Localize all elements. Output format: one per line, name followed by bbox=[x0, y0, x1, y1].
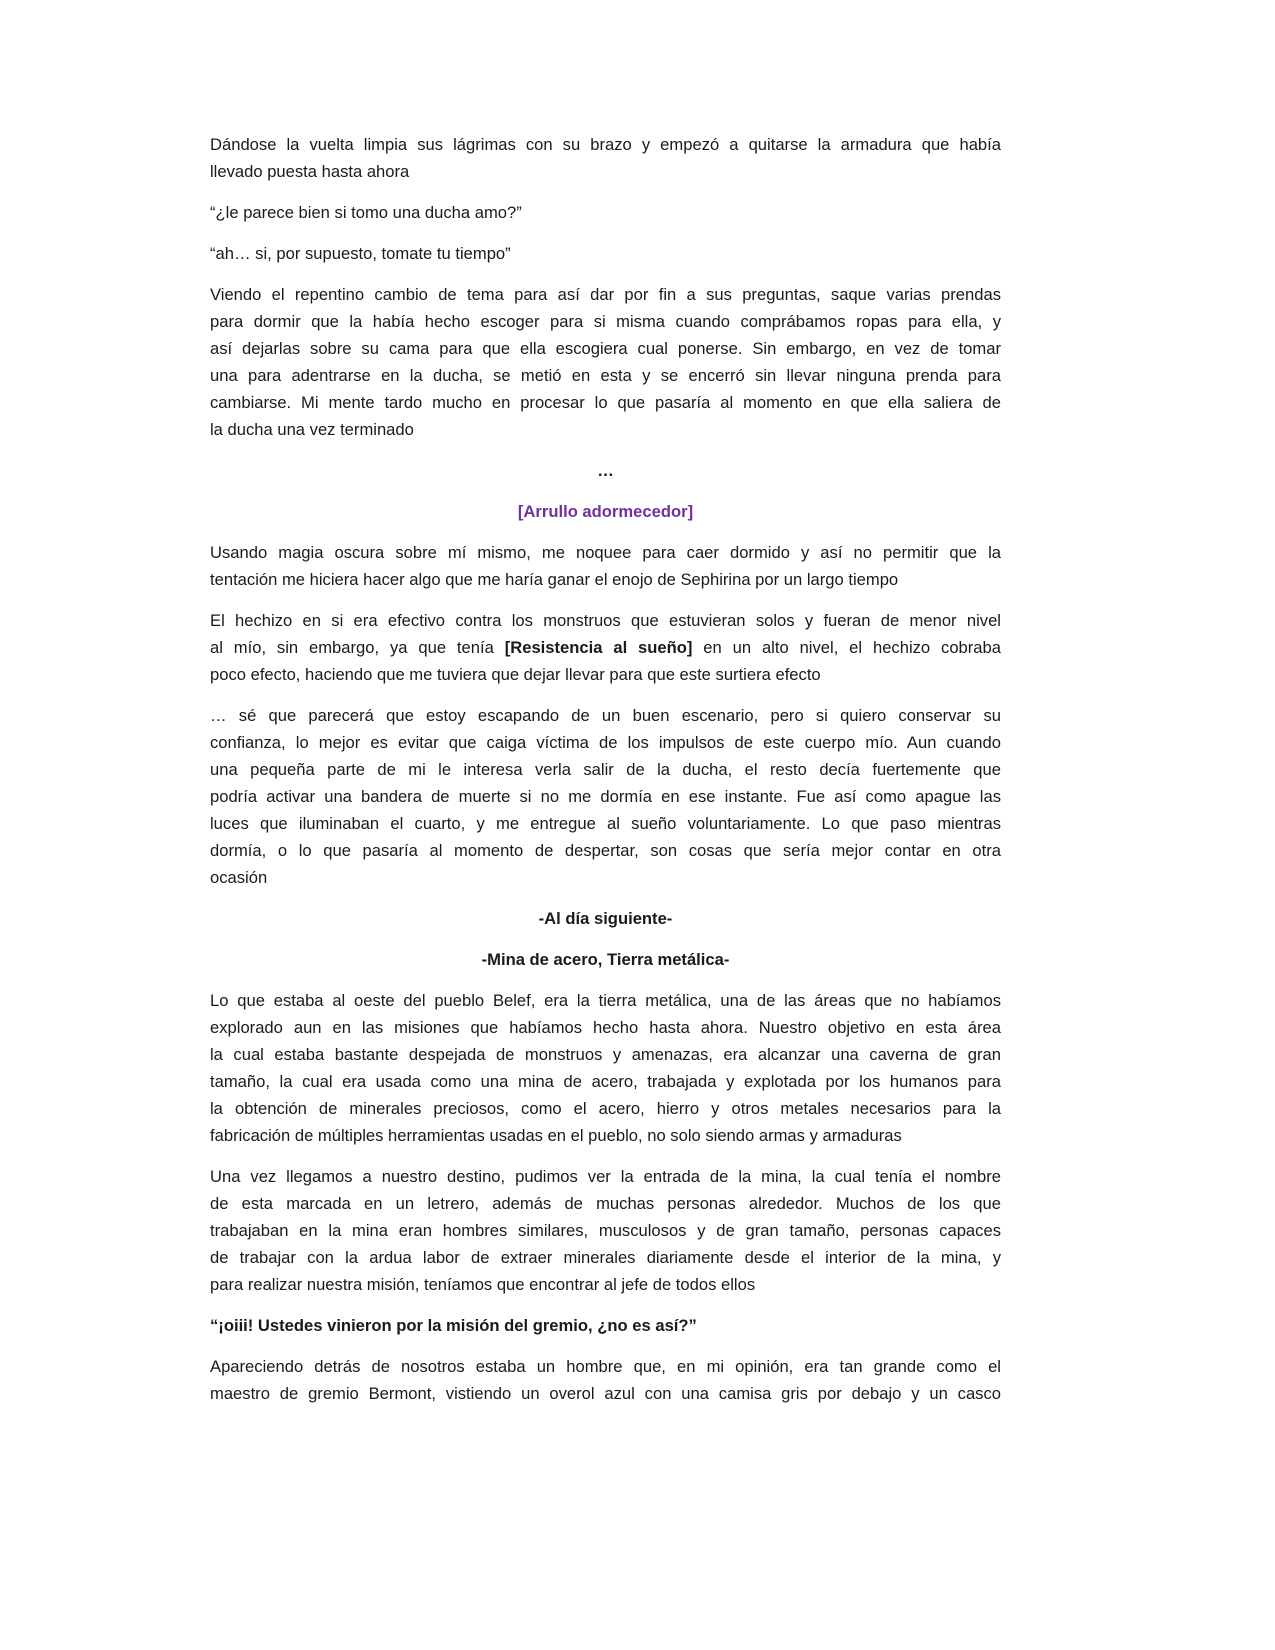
text-line: “¿le parece bien si tomo una ducha amo?” bbox=[210, 203, 522, 222]
text-line: Una vez llegamos a nuestro destino, pudimos ver la entrada de la mina, la cual tenía el nombre bbox=[210, 1167, 1001, 1186]
text-line: podría activar una bandera de muerte si no me dormía en ese instante. Fue así como apague las bbox=[210, 787, 1001, 806]
text-line: cambiarse. Mi mente tardo mucho en procesar lo que pasaría al momento en que ella saliera de bbox=[210, 393, 1001, 412]
text-line: confianza, lo mejor es evitar que caiga víctima de los impulsos de este cuerpo mío. Aun cuando bbox=[210, 733, 1001, 752]
text-span: al mío, sin embargo, ya que tenía bbox=[210, 638, 505, 657]
text-line: Usando magia oscura sobre mí mismo, me noquee para caer dormido y así no permitir que la bbox=[210, 543, 1001, 562]
text-line: tamaño, la cual era usada como una mina de acero, trabajada y explotada por los humanos para bbox=[210, 1072, 1001, 1091]
text-line: luces que iluminaban el cuarto, y me entregue al sueño voluntariamente. Lo que paso mientras bbox=[210, 814, 1001, 833]
text-line: ocasión bbox=[210, 868, 268, 887]
text-line: “ah… si, por supuesto, tomate tu tiempo” bbox=[210, 244, 511, 263]
text-line: Apareciendo detrás de nosotros estaba un hombre que, en mi opinión, era tan grande como el bbox=[210, 1357, 1001, 1376]
paragraph bbox=[210, 281, 1001, 443]
section-heading bbox=[210, 498, 1001, 525]
text-span: en un alto nivel, el hechizo cobraba bbox=[692, 638, 1001, 657]
section-heading bbox=[210, 457, 1001, 484]
text-line: Dándose la vuelta limpia sus lágrimas con su brazo y empezó a quitarse la armadura que había bbox=[210, 135, 1001, 154]
text-line: -Mina de acero, Tierra metálica- bbox=[481, 950, 730, 969]
text-line: Lo que estaba al oeste del pueblo Belef, era la tierra metálica, una de las áreas que no habíamos bbox=[210, 991, 1001, 1010]
paragraph bbox=[210, 1312, 1001, 1339]
paragraph bbox=[210, 1353, 1001, 1407]
text-line: -Al día siguiente- bbox=[538, 909, 673, 928]
text-line: maestro de gremio Bermont, vistiendo un overol azul con una camisa gris por debajo y un casco bbox=[210, 1384, 1001, 1403]
text-line: explorado aun en las misiones que habíamos hecho hasta ahora. Nuestro objetivo en esta área bbox=[210, 1018, 1001, 1037]
text-line: de esta marcada en un letrero, además de muchas personas alrededor. Muchos de los que bbox=[210, 1194, 1001, 1213]
text-line: … sé que parecerá que estoy escapando de un buen escenario, pero si quiero conservar su bbox=[210, 706, 1001, 725]
text-line: una para adentrarse en la ducha, se metió en esta y se encerró sin llevar ninguna prenda para bbox=[210, 366, 1001, 385]
text-line: llevado puesta hasta ahora bbox=[210, 162, 410, 181]
text-line: fabricación de múltiples herramientas usadas en el pueblo, no solo siendo armas y armaduras bbox=[210, 1126, 902, 1145]
text-line: trabajaban en la mina eran hombres similares, musculosos y de gran tamaño, personas capaces bbox=[210, 1221, 1001, 1240]
text-line: dormía, o lo que pasaría al momento de despertar, son cosas que sería mejor contar en otra bbox=[210, 841, 1001, 860]
paragraph bbox=[210, 702, 1001, 891]
text-line: … bbox=[597, 461, 614, 480]
text-line: para dormir que la había hecho escoger para si misma cuando comprábamos ropas para ella, y bbox=[210, 312, 1001, 331]
text-line: la cual estaba bastante despejada de monstruos y amenazas, era alcanzar una caverna de gran bbox=[210, 1045, 1001, 1064]
text-line: así dejarlas sobre su cama para que ella escogiera cual ponerse. Sin embargo, en vez de tomar bbox=[210, 339, 1001, 358]
bold-term: [Resistencia al sueño] bbox=[504, 638, 693, 657]
text-line: Viendo el repentino cambio de tema para así dar por fin a sus preguntas, saque varias prendas bbox=[210, 285, 1001, 304]
text-line: “¡oiii! Ustedes vinieron por la misión del gremio, ¿no es así?” bbox=[210, 1316, 697, 1335]
paragraph bbox=[210, 1163, 1001, 1298]
text-line: para realizar nuestra misión, teníamos que encontrar al jefe de todos ellos bbox=[210, 1275, 756, 1294]
paragraph bbox=[210, 240, 1001, 267]
text-line: de trabajar con la ardua labor de extraer minerales diariamente desde el interior de la mina, y bbox=[210, 1248, 1001, 1267]
paragraph bbox=[210, 539, 1001, 593]
text-line: [Arrullo adormecedor] bbox=[517, 502, 694, 521]
text-line: la obtención de minerales preciosos, como el acero, hierro y otros metales necesarios para la bbox=[210, 1099, 1001, 1118]
paragraph bbox=[210, 607, 1001, 688]
document-page bbox=[210, 131, 1001, 1421]
paragraph bbox=[210, 199, 1001, 226]
text-line: una pequeña parte de mi le interesa verla salir de la ducha, el resto decía fuertemente que bbox=[210, 760, 1001, 779]
text-line bbox=[210, 634, 1001, 661]
text-line: la ducha una vez terminado bbox=[210, 420, 414, 439]
text-line: El hechizo en si era efectivo contra los monstruos que estuvieran solos y fueran de menor nivel bbox=[210, 611, 1001, 630]
text-line: tentación me hiciera hacer algo que me haría ganar el enojo de Sephirina por un largo tiempo bbox=[210, 570, 899, 589]
section-heading bbox=[210, 905, 1001, 932]
section-heading bbox=[210, 946, 1001, 973]
paragraph bbox=[210, 987, 1001, 1149]
text-line: poco efecto, haciendo que me tuviera que dejar llevar para que este surtiera efecto bbox=[210, 665, 821, 684]
paragraph bbox=[210, 131, 1001, 185]
